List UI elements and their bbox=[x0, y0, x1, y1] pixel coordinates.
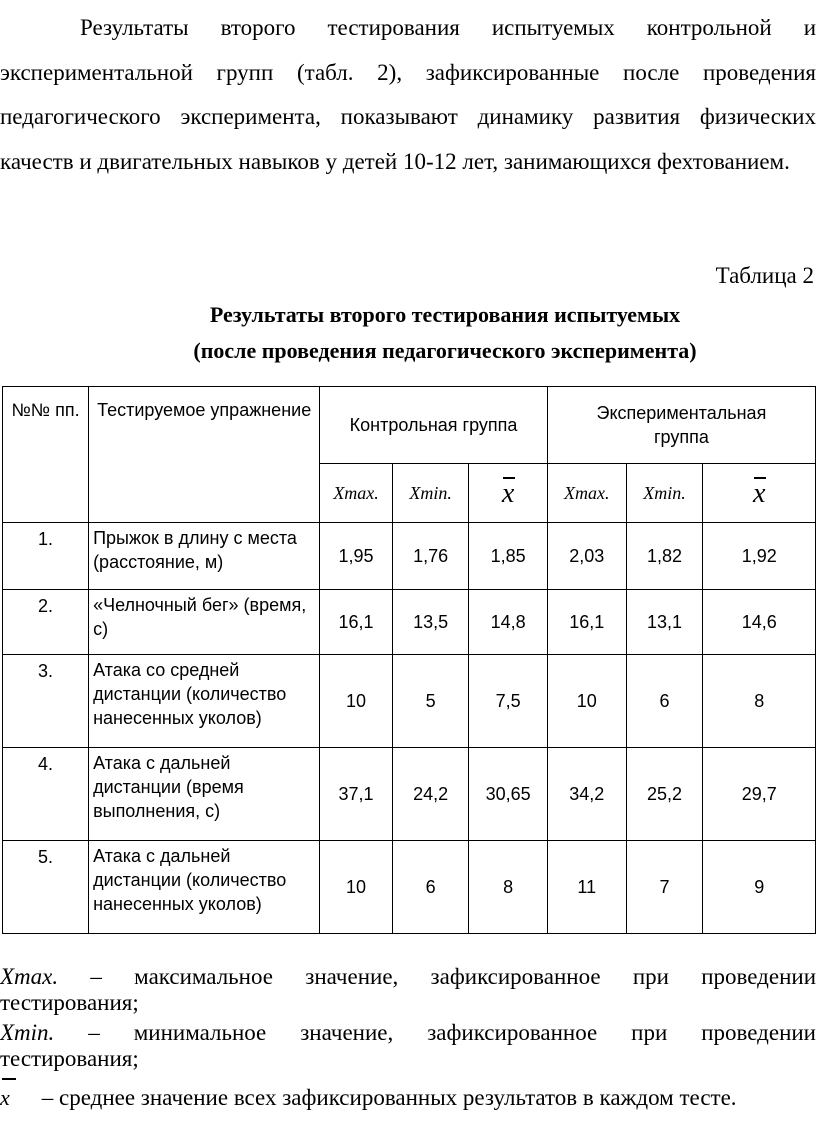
cell-exp-min: 1,82 bbox=[626, 523, 703, 590]
table-title-line2: (после проведения педагогического эксперимента) bbox=[193, 338, 697, 363]
cell-exp-min: 13,1 bbox=[626, 590, 703, 655]
cell-exp-min: 25,2 bbox=[626, 748, 703, 841]
table-header-row bbox=[3, 387, 816, 464]
subheader-control-mean bbox=[469, 464, 548, 523]
row-exercise: Атака с дальней дистанции (количество нанесенных уколов) bbox=[89, 841, 320, 934]
cell-control-mean: 30,65 bbox=[469, 748, 548, 841]
cell-exp-mean: 14,6 bbox=[703, 590, 816, 655]
legend-xmax-term: Xmax. bbox=[0, 964, 59, 989]
legend-xmax-desc: – максимальное значение, зафиксированное при проведении bbox=[58, 964, 816, 989]
cell-control-max: 10 bbox=[320, 841, 393, 934]
legend-xmin-term: Xmin. bbox=[0, 1020, 55, 1045]
row-num: 1. bbox=[3, 523, 89, 590]
table-row bbox=[3, 748, 816, 841]
row-exercise: Атака со средней дистанции (количество нанесенных уколов) bbox=[89, 655, 320, 748]
mean-symbol: x bbox=[0, 1078, 30, 1118]
legend-xmax-line2: тестирования; bbox=[0, 990, 139, 1015]
cell-control-mean: 8 bbox=[469, 841, 548, 934]
table-title bbox=[0, 297, 816, 369]
cell-control-min: 1,76 bbox=[392, 523, 468, 590]
cell-exp-max: 2,03 bbox=[547, 523, 626, 590]
legend-mean-desc: – среднее значение всех зафиксированных результатов в каждом тесте. bbox=[41, 1085, 737, 1110]
legend-xmin-line1 bbox=[0, 1020, 816, 1046]
table-row bbox=[3, 590, 816, 655]
row-num: 2. bbox=[3, 590, 89, 655]
subheader-exp-xmin: Xmin. bbox=[626, 464, 703, 523]
cell-control-mean: 7,5 bbox=[469, 655, 548, 748]
row-num: 4. bbox=[3, 748, 89, 841]
intro-paragraph: Результаты второго тестирования испытуемых контрольной и экспериментальной групп (табл. 2), зафиксированные после проведения педагогического эксперимента, показывают динамику развития физических качеств и двигательных навыков у детей 10-12 лет, занимающихся фехтованием. bbox=[0, 15, 816, 174]
table-title-line1: Результаты второго тестирования испытуемых bbox=[209, 302, 681, 327]
cell-exp-min: 6 bbox=[626, 655, 703, 748]
cell-control-mean: 1,85 bbox=[469, 523, 548, 590]
cell-control-min: 5 bbox=[392, 655, 468, 748]
table-row bbox=[3, 523, 816, 590]
header-experimental-group: Экспериментальная группа bbox=[547, 387, 815, 464]
legend-mean bbox=[0, 1078, 816, 1118]
cell-control-max: 10 bbox=[320, 655, 393, 748]
legend-xmax bbox=[0, 964, 816, 1016]
row-exercise: «Челночный бег» (время, с) bbox=[89, 590, 320, 655]
cell-exp-mean: 8 bbox=[703, 655, 816, 748]
cell-exp-mean: 29,7 bbox=[703, 748, 816, 841]
legend-xmin-line2: тестирования; bbox=[0, 1046, 139, 1071]
row-num: 5. bbox=[3, 841, 89, 934]
mean-symbol: x bbox=[501, 478, 515, 509]
row-exercise: Атака с дальней дистанции (время выполнения, с) bbox=[89, 748, 320, 841]
subheader-control-xmax: Xmax. bbox=[320, 464, 393, 523]
table-row bbox=[3, 841, 816, 934]
cell-control-min: 24,2 bbox=[392, 748, 468, 841]
cell-exp-max: 34,2 bbox=[547, 748, 626, 841]
header-exercise: Тестируемое упражнение bbox=[89, 387, 320, 523]
table-row bbox=[3, 655, 816, 748]
cell-control-max: 16,1 bbox=[320, 590, 393, 655]
row-exercise: Прыжок в длину с места (расстояние, м) bbox=[89, 523, 320, 590]
header-control-group: Контрольная группа bbox=[320, 387, 548, 464]
mean-symbol: x bbox=[752, 478, 766, 509]
cell-control-mean: 14,8 bbox=[469, 590, 548, 655]
cell-exp-mean: 1,92 bbox=[703, 523, 816, 590]
cell-exp-max: 11 bbox=[547, 841, 626, 934]
subheader-control-xmin: Xmin. bbox=[392, 464, 468, 523]
header-num: №№ пп. bbox=[3, 387, 89, 523]
cell-exp-min: 7 bbox=[626, 841, 703, 934]
row-num: 3. bbox=[3, 655, 89, 748]
cell-control-max: 1,95 bbox=[320, 523, 393, 590]
cell-control-min: 13,5 bbox=[392, 590, 468, 655]
cell-exp-max: 16,1 bbox=[547, 590, 626, 655]
results-table bbox=[2, 386, 816, 934]
legend-xmax-line1 bbox=[0, 964, 816, 990]
subheader-exp-xmax: Xmax. bbox=[547, 464, 626, 523]
cell-exp-max: 10 bbox=[547, 655, 626, 748]
legend-xmin bbox=[0, 1020, 816, 1072]
cell-control-min: 6 bbox=[392, 841, 468, 934]
table-number: Таблица 2 bbox=[715, 263, 814, 288]
cell-exp-mean: 9 bbox=[703, 841, 816, 934]
cell-control-max: 37,1 bbox=[320, 748, 393, 841]
subheader-exp-mean bbox=[703, 464, 816, 523]
legend-xmin-desc: – минимальное значение, зафиксированное при проведении bbox=[54, 1020, 816, 1045]
